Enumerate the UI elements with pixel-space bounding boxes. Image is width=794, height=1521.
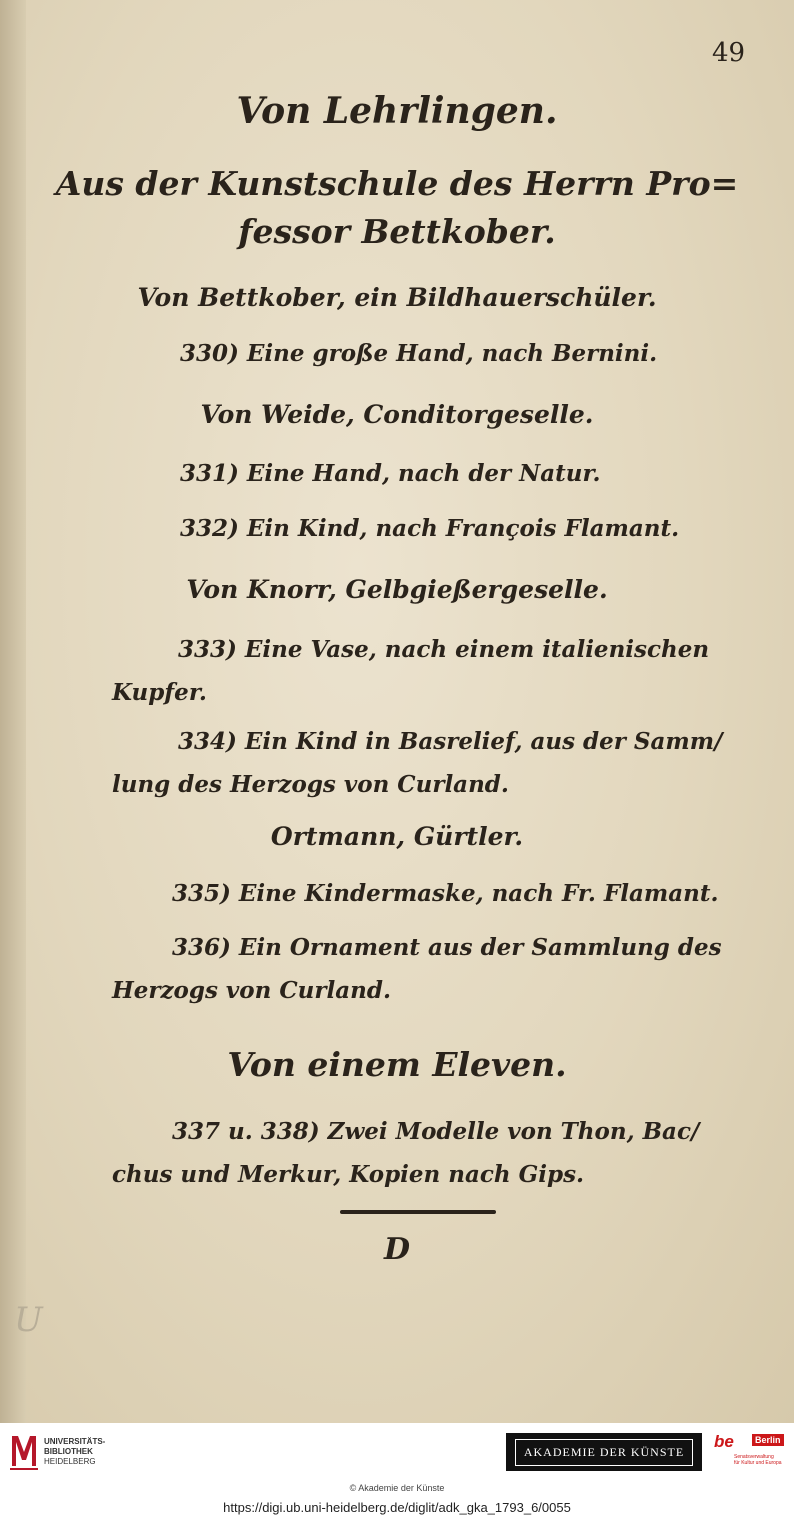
library-line-3: HEIDELBERG	[44, 1457, 96, 1466]
entry-336: 336) Ein Ornament aus der Sammlung des Herzogs von Curland.	[112, 934, 722, 1004]
university-library-logo-icon	[8, 1430, 40, 1472]
berlin-label: Berlin	[752, 1434, 784, 1446]
entry-331: 331) Eine Hand, nach der Natur.	[180, 460, 601, 487]
page-heading: Von Lehrlingen.	[236, 90, 558, 132]
section-title-weide: Von Weide, Conditorgeselle.	[200, 400, 594, 429]
entry-335: 335) Eine Kindermaske, nach Fr. Flamant.	[172, 880, 719, 907]
eleven-heading: Von einem Eleven.	[227, 1045, 567, 1084]
library-line-2: BIBLIOTHEK	[44, 1447, 93, 1456]
pencil-mark: U	[14, 1300, 43, 1340]
university-library-name[interactable]	[44, 1437, 105, 1467]
entry-334: 334) Ein Kind in Basrelief, aus der Samm/ lung des Herzogs von Curland.	[112, 728, 723, 798]
section-title-bettkober: Von Bettkober, ein Bildhauerschüler.	[137, 283, 657, 312]
akademie-label: AKADEMIE DER KÜNSTE	[515, 1439, 693, 1466]
berlin-sub-2: für Kultur und Europa	[734, 1460, 782, 1466]
entry-333: 333) Eine Vase, nach einem italienischen Kupfer.	[112, 636, 710, 706]
library-line-1: UNIVERSITÄTS-	[44, 1437, 106, 1446]
section-title-ortmann: Ortmann, Gürtler.	[270, 822, 524, 851]
section-title-knorr: Von Knorr, Gelbgießergeselle.	[186, 575, 608, 604]
closing-rule	[340, 1210, 496, 1214]
berlin-sub-1: Senatsverwaltung	[734, 1454, 774, 1460]
subheading-line-1: Aus der Kunstschule des Herrn Pro=	[55, 164, 739, 203]
entry-330: 330) Eine große Hand, nach Bernini.	[180, 340, 658, 367]
permalink-url[interactable]: https://digi.ub.uni-heidelberg.de/diglit/adk_gka_1793_6/0055	[223, 1500, 571, 1515]
berlin-senate-logo[interactable]	[714, 1432, 784, 1476]
berlin-be-mark: be	[714, 1432, 734, 1451]
akademie-logo[interactable]	[506, 1433, 702, 1471]
entry-332: 332) Ein Kind, nach François Flamant.	[180, 515, 680, 542]
entry-337-338: 337 u. 338) Zwei Modelle von Thon, Bac/ chus und Merkur, Kopien nach Gips.	[112, 1118, 700, 1188]
subheading-line-2: fessor Bettkober.	[238, 212, 556, 251]
berlin-subtitle	[734, 1454, 782, 1466]
page-number: 49	[712, 38, 746, 68]
signature-mark: D	[383, 1232, 410, 1267]
copyright-notice: © Akademie der Künste	[349, 1483, 445, 1493]
